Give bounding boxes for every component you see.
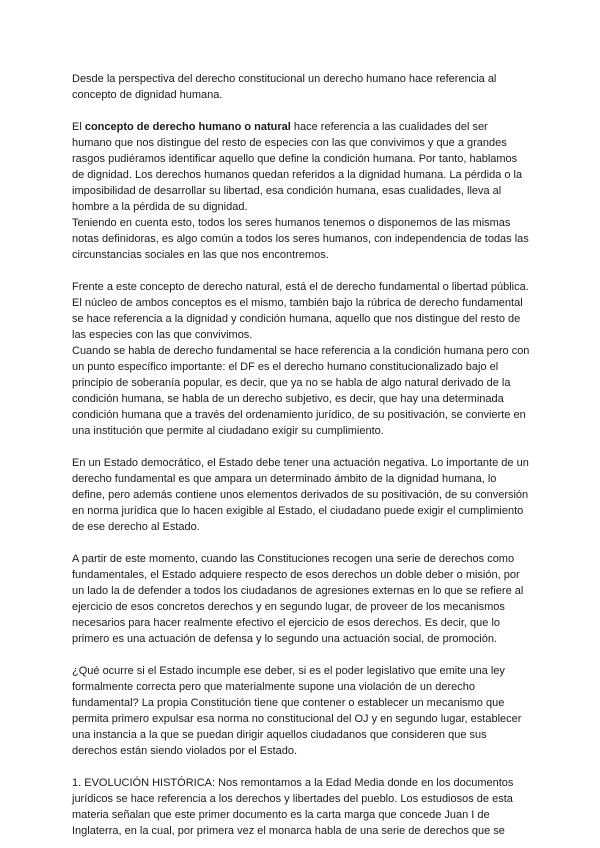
paragraph-fundamental-right: Frente a este concepto de derecho natural, está el de derecho fundamental o libertad pública. El núcleo de ambos conceptos es el mismo, también bajo la rúbrica de derecho fundamental se hace referencia a la dignidad y condición humana, aquello que nos distingue del resto de las especies con las que convivimos. [72, 281, 529, 341]
paragraph-natural-right-body: hace referencia a las cualidades del ser humano que nos distingue del resto de especies con las que convivimos y que a grandes rasgos pudiéramos identificar aquello que define la condición humana. Por tanto, hablamos de dignidad. Los derechos humanos quedan referidos a la dignidad humana. La pérdida o la imposibilidad de desarrollar su libertad, esa condición humana, esas cualidades, lleva al hombre a la pérdida de su dignidad. [72, 121, 523, 213]
paragraph-democratic-state: En un Estado democrático, el Estado debe tener una actuación negativa. Lo importante de un derecho fundamental es que ampara un determinado ámbito de la dignidad humana, lo define, pero además contiene unos elementos derivados de su positivación, de su conversión en norma jurídica que lo hacen exigible al Estado, el ciudadano puede exigir el cumplimiento de ese derecho al Estado. [72, 457, 529, 533]
paragraph-common-notes: Teniendo en cuenta esto, todos los seres humanos tenemos o disponemos de las mismas notas definidoras, es algo común a todos los seres humanos, con independencia de todas las circunstancias sociales en las que nos encontremos. [72, 217, 529, 261]
paragraph-df-definition: Cuando se habla de derecho fundamental se hace referencia a la condición humana pero con un punto específico importante: el DF es el derecho humano constitucionalizado bajo el principio de soberanía popular, es decir, que ya no se habla de algo natural derivado de la condición humana, se habla de un derecho subjetivo, es decir, que hay una determinada condición humana que a través del ordenamiento jurídico, de su positivación, se convierte en una institución que permite al ciudadano exigir su cumplimiento. [72, 345, 530, 437]
paragraph-state-breach: ¿Qué ocurre si el Estado incumple ese deber, si es el poder legislativo que emite una ley formalmente correcta pero que materialmente supone una violación de un derecho fundamental? La propia Constitución tiene que contener o establecer un mecanismo que permita primero expulsar esa norma no constitucional del OJ y en segundo lugar, establecer una instancia a la que se puedan dirigir aquellos ciudadanos que consideren que sus derechos están siendo violados por el Estado. [72, 665, 522, 757]
paragraph-intro: Desde la perspectiva del derecho constitucional un derecho humano hace referencia al concepto de dignidad humana. [72, 73, 497, 101]
paragraph-natural-right-prefix: El [72, 121, 85, 133]
paragraph-natural-right [72, 119, 530, 215]
bold-term-natural-right: concepto de derecho humano o natural [84, 121, 291, 133]
paragraph-historical-evolution: 1. EVOLUCIÓN HISTÓRICA: Nos remontamos a la Edad Media donde en los documentos jurídicos se hace referencia a los derechos y libertades del pueblo. Los estudiosos de esta materia señalan que este primer documento es la carta marga que concede Juan I de Inglaterra, en la cual, por primera vez el monarca habla de una serie de derechos que se [72, 777, 514, 837]
paragraph-state-duty: A partir de este momento, cuando las Constituciones recogen una serie de derechos como fundamentales, el Estado adquiere respecto de esos derechos un doble deber o misión, por un lado la de defender a todos los ciudadanos de agresiones externas en lo que se refiere al ejercicio de esos concretos derechos y en segundo lugar, de proveer de los mecanismos necesarios para hacer realmente efectivo el ejercicio de esos derechos. Es decir, que lo primero es una actuación de defensa y lo segundo una actuación social, de promoción. [72, 553, 524, 645]
